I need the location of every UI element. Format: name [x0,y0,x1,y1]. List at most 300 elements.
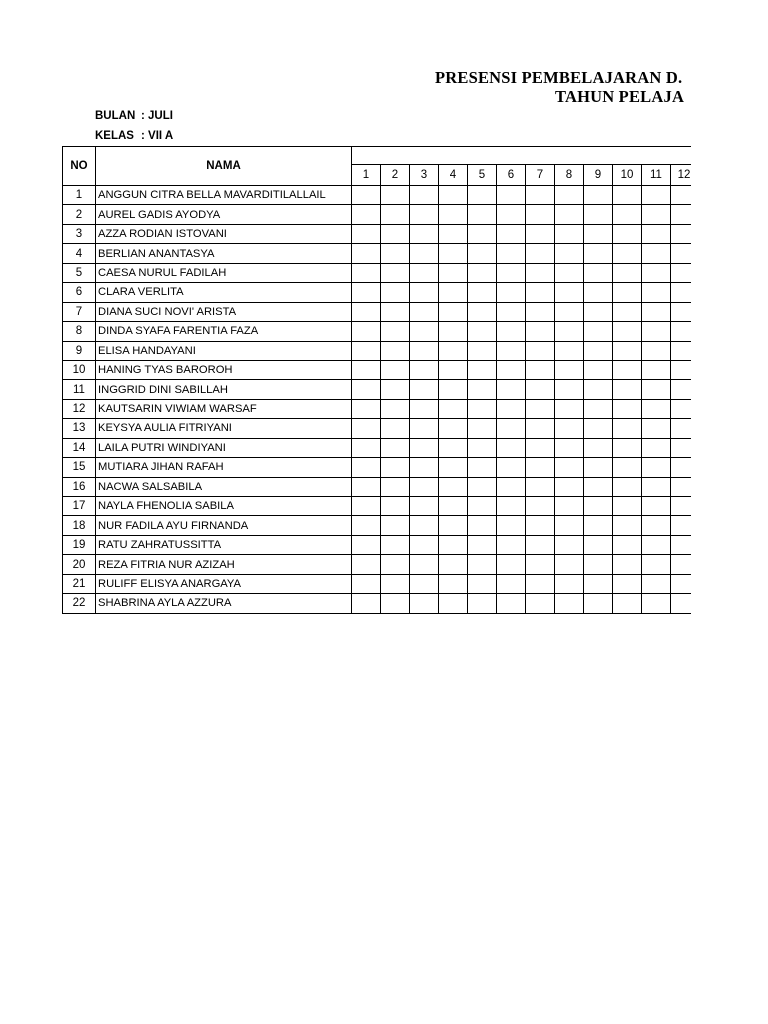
attendance-cell[interactable] [526,555,555,574]
header-day-3: 3 [410,165,439,186]
attendance-cell[interactable] [468,535,497,554]
attendance-cell[interactable] [526,458,555,477]
attendance-cell[interactable] [613,341,642,360]
header-day-12: 12 [671,165,698,186]
attendance-cell[interactable] [381,302,410,321]
header-day-11: 11 [642,165,671,186]
student-name: CAESA NURUL FADILAH [96,263,352,282]
attendance-cell[interactable] [526,419,555,438]
attendance-cell[interactable] [410,322,439,341]
attendance-cell[interactable] [352,594,381,613]
attendance-cell[interactable] [497,574,526,593]
attendance-cell[interactable] [613,419,642,438]
attendance-cell[interactable] [381,574,410,593]
attendance-cell[interactable] [410,594,439,613]
attendance-cell[interactable] [439,438,468,457]
attendance-cell[interactable] [613,438,642,457]
attendance-cell[interactable] [613,594,642,613]
attendance-cell[interactable] [439,244,468,263]
attendance-cell[interactable] [468,244,497,263]
attendance-cell[interactable] [642,516,671,535]
attendance-cell[interactable] [555,380,584,399]
attendance-cell[interactable] [439,477,468,496]
attendance-cell[interactable] [381,205,410,224]
attendance-cell[interactable] [526,380,555,399]
attendance-cell[interactable] [468,186,497,205]
row-number: 5 [63,263,96,282]
attendance-cell[interactable] [497,263,526,282]
row-number: 14 [63,438,96,457]
attendance-cell[interactable] [642,360,671,379]
attendance-cell[interactable] [468,594,497,613]
class-label: KELAS [95,130,134,142]
attendance-cell[interactable] [497,419,526,438]
table-row [63,302,698,321]
attendance-cell[interactable] [352,263,381,282]
attendance-cell[interactable] [642,535,671,554]
attendance-cell[interactable] [526,516,555,535]
attendance-cell[interactable] [497,477,526,496]
row-number: 9 [63,341,96,360]
attendance-cell[interactable] [584,322,613,341]
attendance-cell[interactable] [584,516,613,535]
attendance-cell[interactable] [555,535,584,554]
attendance-cell[interactable] [439,399,468,418]
attendance-cell[interactable] [468,555,497,574]
attendance-cell[interactable] [526,322,555,341]
attendance-cell[interactable] [381,224,410,243]
attendance-cell[interactable] [410,555,439,574]
attendance-cell[interactable] [352,360,381,379]
attendance-cell[interactable] [555,341,584,360]
attendance-cell[interactable] [497,555,526,574]
attendance-cell[interactable] [439,574,468,593]
attendance-cell[interactable] [381,555,410,574]
attendance-cell[interactable] [439,555,468,574]
attendance-cell[interactable] [381,263,410,282]
attendance-cell[interactable] [584,341,613,360]
attendance-cell[interactable] [497,186,526,205]
attendance-cell[interactable] [497,535,526,554]
header-day-6: 6 [497,165,526,186]
row-number: 22 [63,594,96,613]
attendance-cell[interactable] [468,224,497,243]
attendance-cell[interactable] [555,399,584,418]
attendance-cell[interactable] [497,322,526,341]
attendance-cell[interactable] [352,458,381,477]
attendance-cell[interactable] [497,244,526,263]
student-name: BERLIAN ANANTASYA [96,244,352,263]
attendance-cell[interactable] [642,399,671,418]
student-name: SHABRINA AYLA AZZURA [96,594,352,613]
class-value: : VII A [141,130,174,142]
attendance-cell[interactable] [642,477,671,496]
attendance-cell[interactable] [526,594,555,613]
attendance-cell[interactable] [468,497,497,516]
row-number: 13 [63,419,96,438]
attendance-cell[interactable] [410,399,439,418]
attendance-cell[interactable] [642,283,671,302]
attendance-cell[interactable] [439,302,468,321]
attendance-cell[interactable] [352,419,381,438]
attendance-cell[interactable] [468,341,497,360]
attendance-cell[interactable] [352,244,381,263]
table-row [63,535,698,554]
attendance-cell[interactable] [410,477,439,496]
attendance-cell[interactable] [497,594,526,613]
attendance-cell[interactable] [439,419,468,438]
attendance-cell[interactable] [352,535,381,554]
attendance-cell[interactable] [642,224,671,243]
row-number: 1 [63,186,96,205]
attendance-cell[interactable] [468,283,497,302]
month-info [95,110,173,122]
attendance-cell[interactable] [497,516,526,535]
attendance-cell[interactable] [613,360,642,379]
attendance-cell[interactable] [642,497,671,516]
attendance-cell[interactable] [381,516,410,535]
row-number: 17 [63,497,96,516]
attendance-cell[interactable] [642,341,671,360]
attendance-cell[interactable] [468,438,497,457]
attendance-cell[interactable] [497,205,526,224]
attendance-cell[interactable] [381,438,410,457]
attendance-cell[interactable] [352,477,381,496]
table-row [63,244,698,263]
month-label: BULAN [95,110,136,122]
attendance-cell[interactable] [410,186,439,205]
attendance-cell[interactable] [439,186,468,205]
student-name: MUTIARA JIHAN RAFAH [96,458,352,477]
attendance-cell[interactable] [439,497,468,516]
attendance-cell[interactable] [526,438,555,457]
attendance-cell[interactable] [642,555,671,574]
attendance-cell[interactable] [526,263,555,282]
attendance-cell[interactable] [584,224,613,243]
table-row [63,458,698,477]
attendance-cell[interactable] [381,186,410,205]
attendance-cell[interactable] [352,516,381,535]
attendance-cell[interactable] [642,205,671,224]
attendance-cell[interactable] [468,322,497,341]
attendance-cell[interactable] [410,535,439,554]
attendance-cell[interactable] [555,555,584,574]
attendance-cell[interactable] [584,477,613,496]
attendance-cell[interactable] [584,380,613,399]
attendance-cell[interactable] [555,283,584,302]
attendance-cell[interactable] [497,341,526,360]
attendance-cell[interactable] [642,458,671,477]
attendance-cell[interactable] [526,574,555,593]
attendance-cell[interactable] [613,205,642,224]
attendance-cell[interactable] [468,263,497,282]
attendance-cell[interactable] [468,516,497,535]
attendance-cell[interactable] [526,535,555,554]
attendance-cell[interactable] [439,263,468,282]
attendance-cell[interactable] [613,244,642,263]
attendance-cell[interactable] [410,574,439,593]
attendance-cell[interactable] [410,205,439,224]
attendance-cell[interactable] [613,497,642,516]
header-day-4: 4 [439,165,468,186]
attendance-cell[interactable] [468,458,497,477]
attendance-cell[interactable] [555,302,584,321]
attendance-cell[interactable] [584,399,613,418]
attendance-cell[interactable] [555,516,584,535]
attendance-cell[interactable] [468,360,497,379]
student-name: RATU ZAHRATUSSITTA [96,535,352,554]
attendance-cell[interactable] [439,360,468,379]
attendance-cell[interactable] [381,594,410,613]
attendance-cell[interactable] [642,244,671,263]
attendance-cell[interactable] [468,477,497,496]
attendance-cell[interactable] [584,244,613,263]
attendance-cell[interactable] [613,263,642,282]
attendance-cell[interactable] [497,399,526,418]
table-row [63,497,698,516]
attendance-cell[interactable] [642,322,671,341]
attendance-cell[interactable] [468,399,497,418]
attendance-cell[interactable] [497,302,526,321]
attendance-cell[interactable] [642,594,671,613]
attendance-cell[interactable] [555,497,584,516]
attendance-cell[interactable] [352,224,381,243]
attendance-cell[interactable] [439,322,468,341]
attendance-cell[interactable] [555,594,584,613]
attendance-cell[interactable] [381,399,410,418]
attendance-cell[interactable] [410,438,439,457]
attendance-cell[interactable] [468,205,497,224]
attendance-cell[interactable] [526,224,555,243]
attendance-cell[interactable] [642,302,671,321]
attendance-cell[interactable] [410,380,439,399]
student-name: NACWA SALSABILA [96,477,352,496]
attendance-cell[interactable] [584,497,613,516]
row-number: 18 [63,516,96,535]
attendance-cell[interactable] [613,399,642,418]
attendance-cell[interactable] [526,244,555,263]
attendance-cell[interactable] [410,341,439,360]
attendance-cell[interactable] [613,458,642,477]
attendance-cell[interactable] [352,302,381,321]
attendance-cell[interactable] [439,458,468,477]
attendance-cell[interactable] [381,341,410,360]
student-name: REZA FITRIA NUR AZIZAH [96,555,352,574]
attendance-cell[interactable] [410,360,439,379]
attendance-cell[interactable] [642,419,671,438]
attendance-cell[interactable] [468,574,497,593]
attendance-cell[interactable] [352,438,381,457]
attendance-cell[interactable] [555,224,584,243]
student-name: ANGGUN CITRA BELLA MAVARDITILALLAIL [96,186,352,205]
table-body [63,186,698,614]
attendance-cell[interactable] [526,302,555,321]
header-days-group [352,147,698,165]
attendance-cell[interactable] [352,341,381,360]
attendance-cell[interactable] [352,380,381,399]
attendance-cell[interactable] [526,186,555,205]
attendance-cell[interactable] [410,516,439,535]
row-number: 20 [63,555,96,574]
attendance-cell[interactable] [352,497,381,516]
attendance-cell[interactable] [381,244,410,263]
table-row [63,224,698,243]
attendance-cell[interactable] [613,380,642,399]
row-number: 4 [63,244,96,263]
attendance-cell[interactable] [642,574,671,593]
attendance-cell[interactable] [584,302,613,321]
attendance-cell[interactable] [439,341,468,360]
attendance-cell[interactable] [555,574,584,593]
attendance-cell[interactable] [555,458,584,477]
attendance-cell[interactable] [526,360,555,379]
attendance-cell[interactable] [526,205,555,224]
attendance-cell[interactable] [439,535,468,554]
attendance-cell[interactable] [381,477,410,496]
attendance-cell[interactable] [584,186,613,205]
attendance-cell[interactable] [642,263,671,282]
attendance-cell[interactable] [642,438,671,457]
attendance-cell[interactable] [439,594,468,613]
attendance-cell[interactable] [352,205,381,224]
attendance-cell[interactable] [584,574,613,593]
student-name: AUREL GADIS AYODYA [96,205,352,224]
attendance-cell[interactable] [497,438,526,457]
table-row [63,419,698,438]
student-name: DINDA SYAFA FARENTIA FAZA [96,322,352,341]
row-number: 11 [63,380,96,399]
attendance-cell[interactable] [642,186,671,205]
attendance-cell[interactable] [555,477,584,496]
attendance-cell[interactable] [410,419,439,438]
row-number: 21 [63,574,96,593]
attendance-cell[interactable] [410,224,439,243]
attendance-cell[interactable] [497,224,526,243]
attendance-cell[interactable] [613,516,642,535]
attendance-cell[interactable] [410,283,439,302]
attendance-cell[interactable] [584,263,613,282]
attendance-cell[interactable] [410,497,439,516]
attendance-cell[interactable] [584,419,613,438]
table-row [63,360,698,379]
table-row [63,574,698,593]
attendance-cell[interactable] [439,205,468,224]
attendance-cell[interactable] [613,302,642,321]
attendance-cell[interactable] [352,322,381,341]
attendance-cell[interactable] [410,302,439,321]
attendance-cell[interactable] [584,283,613,302]
attendance-cell[interactable] [642,380,671,399]
attendance-cell[interactable] [613,555,642,574]
attendance-cell[interactable] [468,380,497,399]
attendance-cell[interactable] [352,555,381,574]
attendance-cell[interactable] [584,360,613,379]
attendance-cell[interactable] [497,283,526,302]
header-day-10: 10 [613,165,642,186]
row-number: 12 [63,399,96,418]
attendance-cell[interactable] [439,516,468,535]
row-number: 6 [63,283,96,302]
attendance-cell[interactable] [613,224,642,243]
attendance-cell[interactable] [497,360,526,379]
attendance-cell[interactable] [497,497,526,516]
attendance-cell[interactable] [381,360,410,379]
attendance-cell[interactable] [584,438,613,457]
attendance-cell[interactable] [439,224,468,243]
attendance-cell[interactable] [613,283,642,302]
attendance-cell[interactable] [381,322,410,341]
student-name: CLARA VERLITA [96,283,352,302]
row-number: 3 [63,224,96,243]
attendance-cell[interactable] [526,477,555,496]
attendance-cell[interactable] [381,283,410,302]
attendance-cell[interactable] [410,458,439,477]
attendance-cell[interactable] [352,574,381,593]
row-number: 8 [63,322,96,341]
attendance-cell[interactable] [497,380,526,399]
attendance-cell[interactable] [555,244,584,263]
attendance-cell[interactable] [497,458,526,477]
table-row [63,399,698,418]
month-value: : JULI [141,110,173,122]
student-name: ELISA HANDAYANI [96,341,352,360]
attendance-cell[interactable] [381,458,410,477]
attendance-cell[interactable] [381,497,410,516]
attendance-cell[interactable] [555,205,584,224]
attendance-cell[interactable] [526,283,555,302]
attendance-cell[interactable] [526,341,555,360]
attendance-cell[interactable] [584,458,613,477]
header-day-2: 2 [381,165,410,186]
header-nama: NAMA [96,147,352,186]
attendance-cell[interactable] [352,186,381,205]
attendance-cell[interactable] [381,535,410,554]
table-row [63,341,698,360]
attendance-cell[interactable] [555,322,584,341]
attendance-cell[interactable] [439,283,468,302]
student-name: LAILA PUTRI WINDIYANI [96,438,352,457]
attendance-cell[interactable] [584,205,613,224]
attendance-cell[interactable] [613,186,642,205]
attendance-cell[interactable] [439,380,468,399]
attendance-cell[interactable] [410,244,439,263]
attendance-cell[interactable] [555,263,584,282]
attendance-cell[interactable] [555,419,584,438]
attendance-cell[interactable] [613,322,642,341]
attendance-cell[interactable] [613,477,642,496]
page-clip-edge [691,0,768,1024]
attendance-cell[interactable] [526,399,555,418]
attendance-cell[interactable] [555,438,584,457]
attendance-cell[interactable] [584,594,613,613]
attendance-cell[interactable] [410,263,439,282]
attendance-cell[interactable] [468,419,497,438]
attendance-cell[interactable] [352,399,381,418]
attendance-cell[interactable] [555,360,584,379]
attendance-cell[interactable] [381,419,410,438]
attendance-cell[interactable] [584,555,613,574]
table-row [63,205,698,224]
attendance-cell[interactable] [613,574,642,593]
attendance-cell[interactable] [555,186,584,205]
attendance-cell[interactable] [526,497,555,516]
attendance-cell[interactable] [381,380,410,399]
attendance-cell[interactable] [613,535,642,554]
attendance-cell[interactable] [352,283,381,302]
attendance-cell[interactable] [468,302,497,321]
attendance-cell[interactable] [584,535,613,554]
attendance-table [62,146,698,614]
